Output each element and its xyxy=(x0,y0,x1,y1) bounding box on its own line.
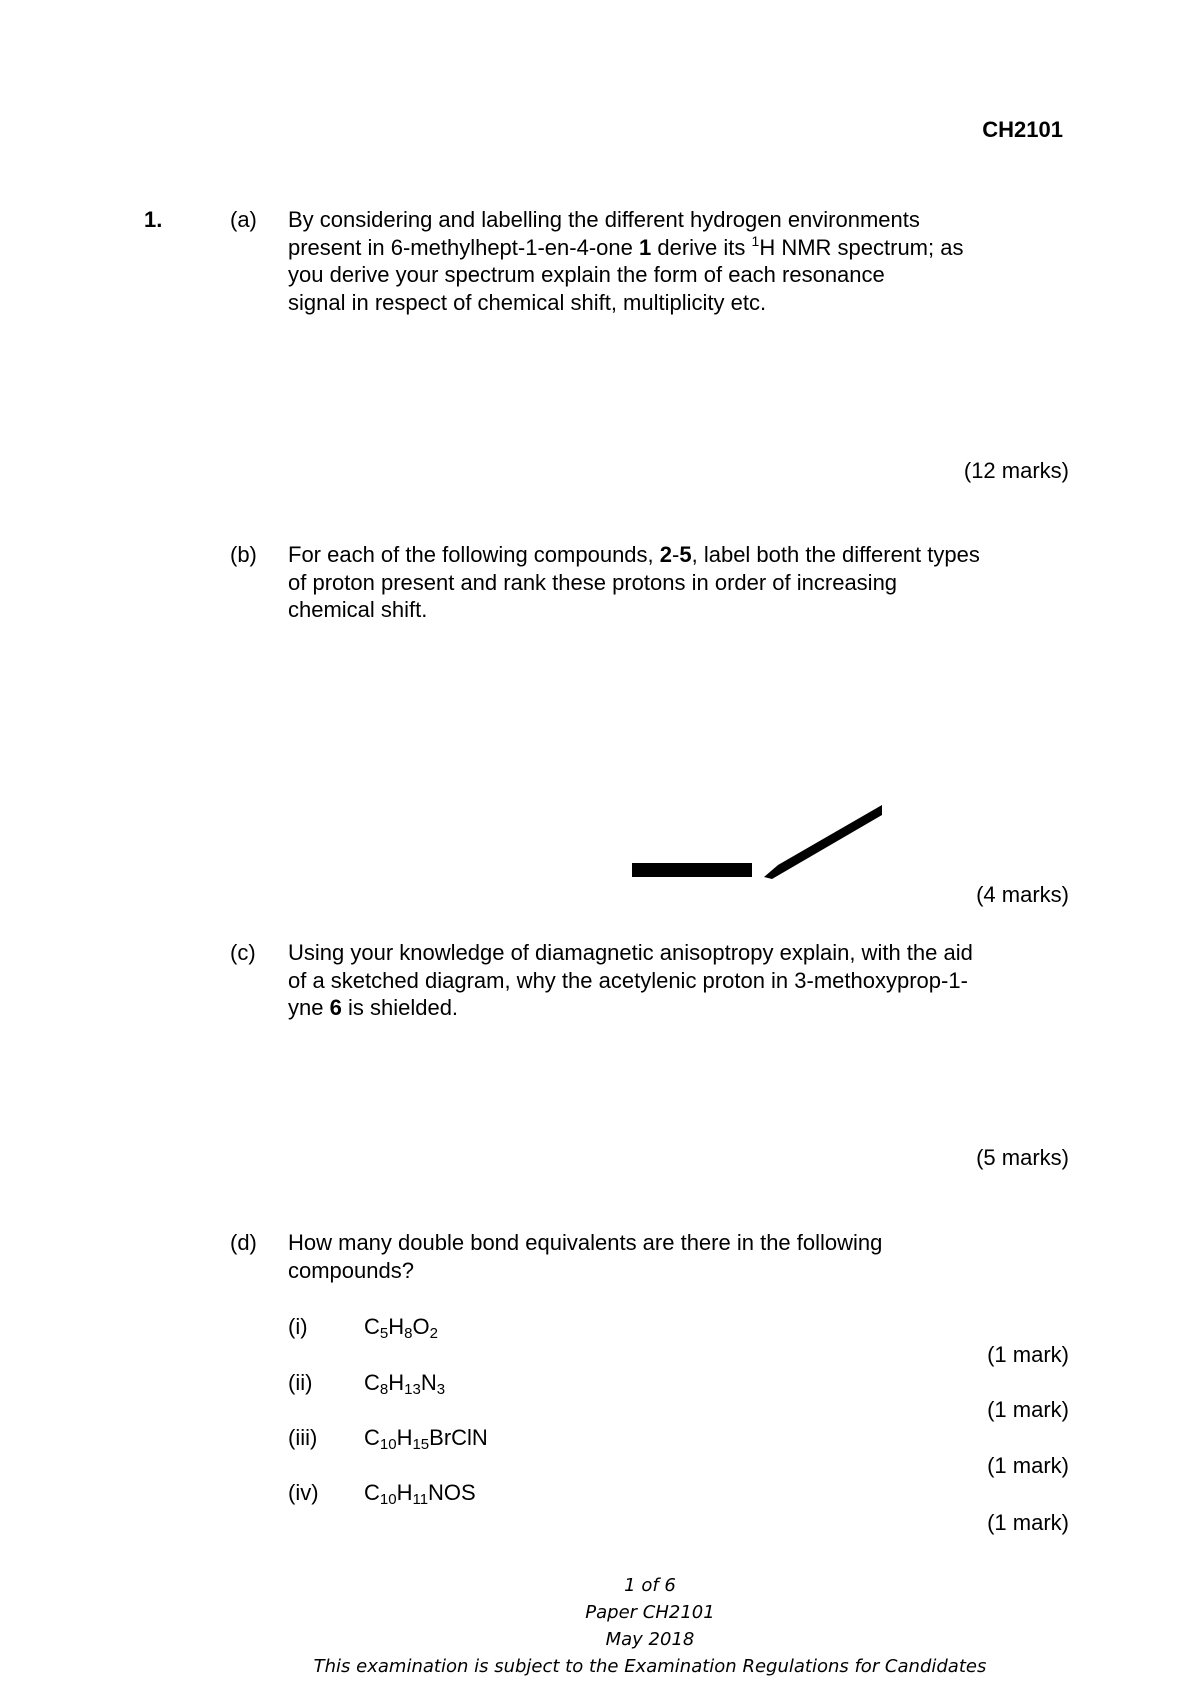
part-a-label: (a) xyxy=(230,207,257,232)
footer-date: May 2018 xyxy=(605,1629,695,1650)
part-b-marks: (4 marks) xyxy=(976,882,1069,907)
part-c-text xyxy=(288,939,1078,1022)
part-d-label: (d) xyxy=(230,1230,257,1255)
part-d-item-iv-label: (iv) xyxy=(288,1480,319,1505)
part-d-item-iii-label: (iii) xyxy=(288,1425,318,1450)
part-d-item-i-label: (i) xyxy=(288,1314,308,1339)
formula-iii: $C_{10}H_{15}BrClN$ xyxy=(364,1425,488,1453)
part-d-line-2: compounds? xyxy=(288,1257,414,1283)
formula-iv: $C_{10}H_{11}NOS$ xyxy=(364,1480,476,1508)
part-d-item-ii-label: (ii) xyxy=(288,1370,313,1395)
part-d-text xyxy=(288,1229,1078,1284)
footer-page-number: 1 of 6 xyxy=(624,1575,676,1596)
part-c-label: (c) xyxy=(230,940,256,965)
footer-notice: This examination is subject to the Examination Regulations for Candidates xyxy=(313,1656,987,1677)
part-a-line-2: present in 6-methylhept-1-en-4-one 1 derive its $^1$H NMR spectrum; as xyxy=(288,232,964,260)
part-d-item-ii-marks: (1 mark) xyxy=(987,1397,1069,1422)
bond-line-horizontal xyxy=(632,863,752,877)
part-d-item-i-marks: (1 mark) xyxy=(987,1342,1069,1367)
bond-line-wedge xyxy=(764,805,882,879)
part-b-label: (b) xyxy=(230,542,257,567)
part-c-line-2: of a sketched diagram, why the acetylenic proton in 3-methoxyprop-1- xyxy=(288,967,968,993)
bond-fragment-diagram xyxy=(630,805,890,885)
part-d-item-iii-marks: (1 mark) xyxy=(987,1453,1069,1478)
formula-ii: $C_8H_{13}N_3$ xyxy=(364,1370,446,1398)
part-a-line-3: you derive your spectrum explain the form of each resonance xyxy=(288,262,885,287)
part-d-item-iv-marks: (1 mark) xyxy=(987,1510,1069,1535)
part-a-line-1: By considering and labelling the different hydrogen environments xyxy=(288,207,920,232)
part-c-line-3: yne 6 is shielded. xyxy=(288,995,459,1020)
paper-code: CH2101 xyxy=(982,117,1063,142)
part-b-line-1: For each of the following compounds, 2-5, label both the different types xyxy=(288,542,980,567)
part-c-line-1: Using your knowledge of diamagnetic anisoptropy explain, with the aid xyxy=(288,940,973,965)
part-a-line-4: signal in respect of chemical shift, multiplicity etc. xyxy=(288,289,767,315)
part-a-text xyxy=(288,206,1078,316)
part-b-text xyxy=(288,541,1078,624)
compound-6-ref: 6 xyxy=(329,995,342,1020)
part-b-line-3: chemical shift. xyxy=(288,597,428,622)
compound-1-ref: 1 xyxy=(638,234,652,260)
part-d-line-1: How many double bond equivalents are there in the following xyxy=(288,1230,883,1255)
part-a-marks: (12 marks) xyxy=(963,458,1069,483)
footer-paper: Paper CH2101 xyxy=(585,1602,715,1623)
formula-i: $C_5H_8O_2$ xyxy=(364,1314,438,1342)
question-number: 1. xyxy=(144,207,163,232)
part-b-line-2: of proton present and rank these protons in order of increasing xyxy=(288,569,898,595)
part-c-marks: (5 marks) xyxy=(976,1145,1069,1170)
